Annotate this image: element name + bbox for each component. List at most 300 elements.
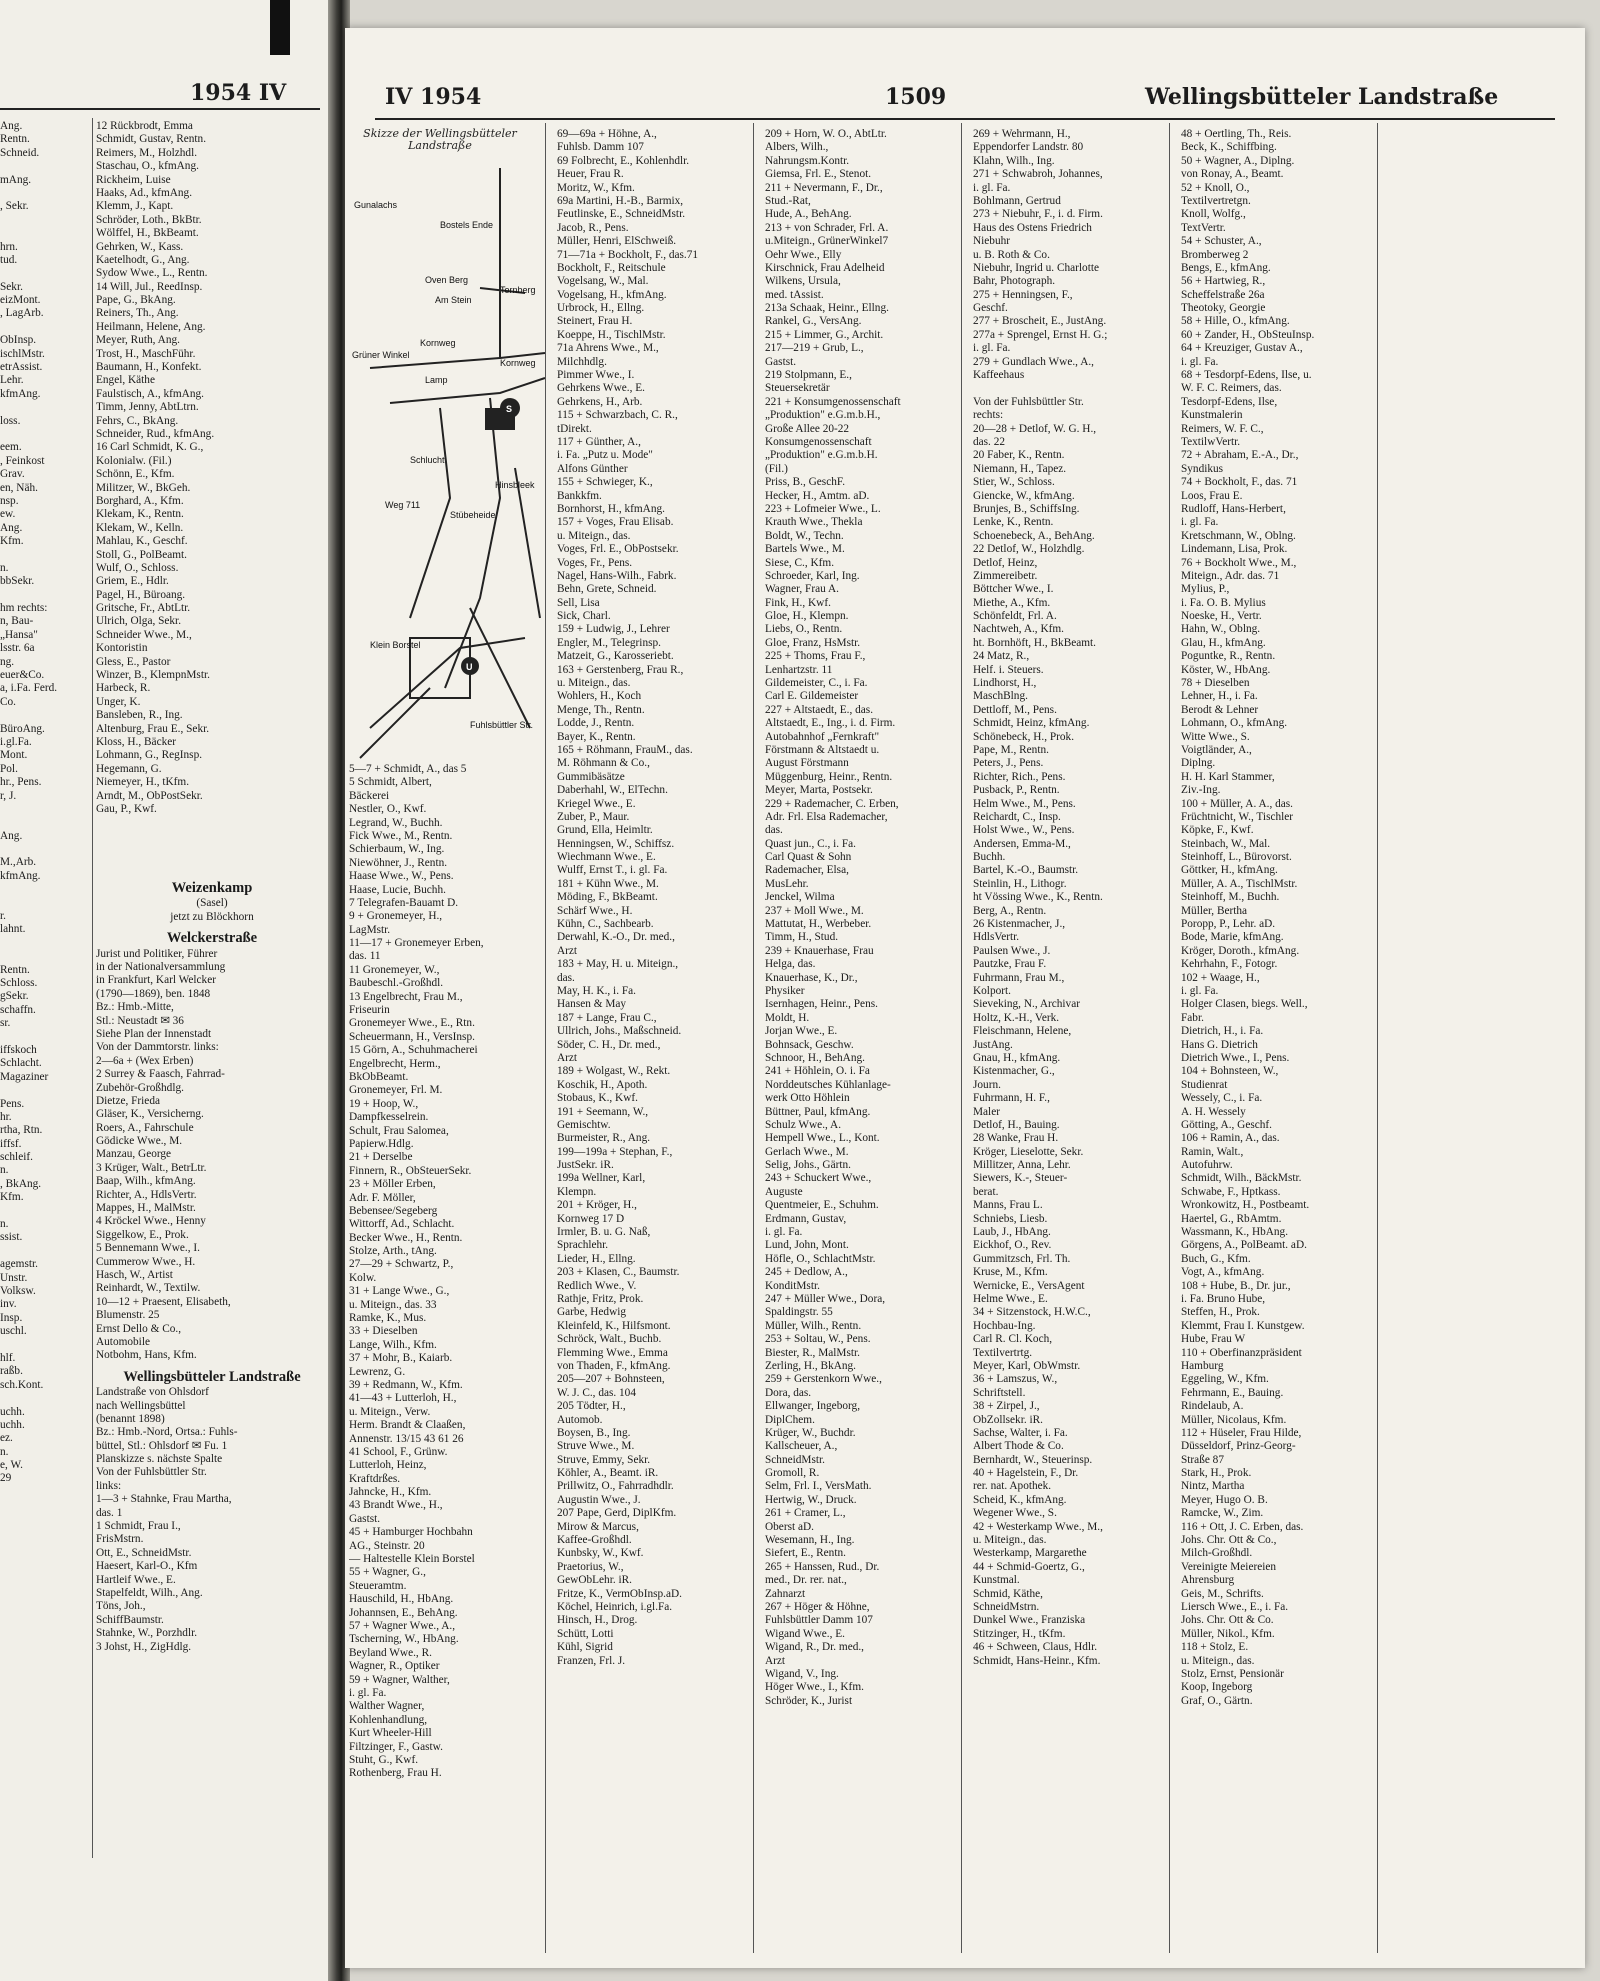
directory-entry: Redlich Wwe., V. [557,1279,637,1292]
entry-fragment: bbSekr. [0,575,35,588]
directory-entry: Vogt, A., kfmAng. [1181,1266,1265,1279]
directory-entry: SchneidMstrn. [973,1600,1040,1613]
entry-fragment: a, i.Fa. Ferd. [0,682,58,695]
directory-entry: Noeske, H., Vertr. [1181,610,1262,623]
directory-entry: Ramcke, W., Zim. [1181,1507,1264,1520]
directory-entry: Kolw. [349,1271,377,1284]
entry-fragment [0,816,88,829]
directory-entry: 69 Folbrecht, E., Kohlenhdlr. [557,154,690,167]
directory-entry: Maler [973,1105,1000,1118]
directory-entry: Boldt, W., Techn. [765,529,844,542]
directory-entry: Spaldingstr. 55 [765,1306,833,1319]
entry-fragment: iffsf. [0,1137,22,1150]
directory-entry: 165 + Röhmann, FrauM., das. [557,743,693,756]
directory-entry: Oehr Wwe., Elly [765,248,842,261]
directory-entry: Dunkel Wwe., Franziska [973,1614,1086,1627]
directory-entry: 1—3 + Stahnke, Frau Martha, [96,1493,232,1506]
directory-entry: 277a + Sprengel, Ernst H. G.; [973,328,1108,341]
directory-entry: Stud.-Rat, [765,194,811,207]
directory-entry: Loos, Frau E. [1181,489,1243,502]
directory-entry: Vogelsang, W., Mal. [557,275,649,288]
directory-entry: Matzeit, G., Karosseriebt. [557,650,674,663]
directory-entry: 279 + Gundlach Wwe., A., [973,355,1094,368]
directory-entry: Struve Wwe., M. [557,1440,635,1453]
directory-entry: Steffen, H., Prok. [1181,1306,1260,1319]
directory-entry: Kraftdrßes. [349,1472,401,1485]
directory-entry: Pusback, P., Rentn. [973,784,1060,797]
directory-entry: Fehrs, C., BkAng. [96,414,179,427]
directory-entry: Müller, A. A., TischlMstr. [1181,877,1298,890]
directory-entry: Engler, M., Telegrinsp. [557,636,661,649]
directory-entry: berat. [973,1185,999,1198]
entry-fragment: Insp. [0,1311,23,1324]
directory-entry: Gehrkens, H., Arb. [557,395,643,408]
directory-entry: Notbohm, Hans, Kfm. [96,1349,197,1362]
entry-fragment: Volksw. [0,1284,36,1297]
directory-entry: Knauerhase, K., Dr., [765,971,858,984]
directory-entry: Hegemann, G. [96,762,162,775]
directory-entry: 41—43 + Lutterloh, H., [349,1392,457,1405]
directory-entry: 117 + Günther, A., [557,435,641,448]
directory-entry: i. gl. Fa. [1181,516,1219,529]
directory-entry: Albers, Wilh., [765,141,829,154]
directory-entry: Böttcher Wwe., I. [973,583,1054,596]
directory-entry: 26 Kistenmacher, J., [973,918,1066,931]
directory-entry: Schneider, Rud., kfmAng. [96,427,215,440]
directory-entry: i. gl. Fa. [349,1686,387,1699]
street-map [350,168,550,768]
directory-entry: Schneider Wwe., M., [96,628,192,641]
map-rail [515,468,540,618]
directory-entry: Schriftstell. [973,1386,1026,1399]
directory-entry: u. Miteign., das. [973,1534,1047,1547]
directory-entry: Detlof, H., Bauing. [973,1118,1060,1131]
directory-entry: Rankel, G., VersAng. [765,315,862,328]
directory-entry: Wagner, Frau A. [765,583,839,596]
directory-entry: Helf. i. Steuers. [973,663,1044,676]
directory-entry: Oberst aD. [765,1520,814,1533]
directory-entry: A. H. Wessely [1181,1105,1246,1118]
directory-entry: Rathje, Fritz, Prok. [557,1292,644,1305]
directory-entry: 27—29 + Schwartz, P., [349,1258,454,1271]
directory-entry: Kriegel Wwe., E. [557,797,636,810]
directory-entry: Niebuhr, Ingrid u. Charlotte [973,261,1099,274]
directory-entry: Theotoky, Georgie [1181,302,1266,315]
directory-entry: i. Fa. Bruno Hube, [1181,1292,1266,1305]
entry-fragment: etrAssist. [0,361,43,374]
directory-entry: Rademacher, Elsa, [765,864,849,877]
directory-entry: May, H. K., i. Fa. [557,985,636,997]
directory-entry: Klekam, K., Rentn. [96,508,184,521]
directory-entry: Friseurin [349,1004,390,1017]
directory-entry: Eppendorfer Landstr. 80 [973,141,1084,154]
directory-entry: Förstmann & Altstaedt u. [765,743,880,756]
directory-entry: Köpke, F., Kwf. [1181,824,1254,837]
directory-entry: 20 Faber, K., Rentn. [973,449,1065,462]
entry-fragment [0,549,88,562]
directory-entry: Fritze, K., VermObInsp.aD. [557,1587,682,1600]
directory-entry: Niemeyer, H., tKfm. [96,776,190,789]
directory-entry: Sell, Lisa [557,596,600,609]
directory-entry: Henningsen, W., Schiffsz. [557,837,675,850]
directory-entry: Rickheim, Luise [96,173,171,186]
directory-entry: Voges, Frl. E., ObPostsekr. [557,543,679,556]
entry-fragment [0,937,88,950]
directory-entry: 213a Schaak, Heinr., Ellng. [765,302,889,315]
directory-entry: Schärf Wwe., H. [557,904,633,917]
directory-entry: Irmler, B. u. G. Naß, [557,1226,651,1239]
directory-entry: Milch-Großhdl. [1181,1547,1253,1560]
directory-entry: Hahn, W., Oblng. [1181,623,1261,636]
directory-entry: Selm, Frl. I., VersMath. [765,1480,872,1493]
directory-entry: AG., Steinstr. 20 [349,1539,425,1552]
directory-entry: 259 + Gerstenkorn Wwe., [765,1373,882,1386]
directory-entry: Buch, G., Kfm. [1181,1252,1251,1265]
directory-entry: 110 + Oberfinanzpräsident [1181,1346,1302,1359]
map-label: Bostels Ende [440,220,494,230]
entry-fragment: schleif. [0,1151,33,1164]
directory-entry: Bebensee/Segeberg [349,1204,438,1217]
entry-fragment: e, W. [0,1459,23,1472]
entry-fragment: , BkAng. [0,1177,42,1190]
directory-entry: — Haltestelle Klein Borstel [349,1553,475,1566]
entry-fragment: Sekr. [0,280,23,293]
column-divider [1169,123,1170,1953]
directory-entry: Ellwanger, Ingeborg, [765,1400,861,1413]
directory-entry: 52 + Knoll, O., [1181,181,1250,194]
directory-entry: 112 + Hüseler, Frau Hilde, [1181,1426,1302,1439]
directory-entry: Kurt Wheeler-Hill [349,1727,432,1740]
directory-entry: Cummerow Wwe., H. [96,1255,196,1268]
directory-entry: Engelbrecht, Herm., [349,1057,441,1070]
directory-entry: Fuhlsbüttler Damm 107 [765,1614,873,1627]
directory-entry: Burmeister, R., Ang. [557,1132,651,1145]
directory-entry: Autobahnhof „Fernkraft" [765,730,880,743]
directory-entry: 247 + Müller Wwe., Dora, [765,1292,886,1305]
directory-entry: Steueramtm. [349,1579,407,1592]
entry-fragment: n. [0,1218,9,1231]
directory-entry: Wessely, C., i. Fa. [1181,1092,1263,1105]
directory-entry: Kolport. [973,985,1011,997]
left-page [0,0,328,1981]
directory-entry: TextilwVertr. [1181,435,1241,448]
directory-entry: von Thaden, F., kfmAng. [557,1359,671,1372]
directory-entry: Bartel, K.-O., Baumstr. [973,864,1079,877]
map-label: Schlucht [410,455,445,465]
header-rule [0,108,320,110]
directory-entry: 221 + Konsumgenossenschaft [765,395,901,408]
directory-entry: Schönfeldt, Frl. A. [973,610,1057,623]
directory-entry: Arzt [765,1654,786,1667]
entry-fragment [0,160,88,173]
directory-entry: Schniebs, Liesb. [973,1212,1048,1225]
directory-entry: Müller, Henri, ElSchweiß. [557,235,677,248]
directory-entry: 72 + Abraham, E.-A., Dr., [1181,449,1299,462]
directory-entry: Jurist und Politiker, Führer [96,947,218,960]
entry-fragment: raßb. [0,1365,23,1378]
directory-entry: 3 Johst, H., ZigHdlg. [96,1640,192,1653]
directory-entry: Schoenebeck, A., BehAng. [973,529,1095,542]
right-running-head-title: Wellingsbütteler Landstraße [1145,84,1499,110]
directory-entry: 267 + Höger & Höhne, [765,1600,870,1613]
directory-entry: 7 Telegrafen-Bauamt D. [349,896,459,909]
directory-entry: Andersen, Emma-M., [973,837,1071,850]
directory-entry: Müller, Nicolaus, Kfm. [1181,1413,1287,1426]
directory-entry: Stier, W., Schloss. [973,476,1055,489]
directory-entry: GewObLehr. iR. [557,1574,632,1587]
directory-entry: Schulz Wwe., A. [765,1118,842,1131]
directory-entry: Götting, A., Geschf. [1181,1118,1272,1131]
column-divider [1377,123,1378,1953]
directory-entry: Hertwig, W., Druck. [765,1493,857,1506]
directory-entry: Fink, H., Kwf. [765,596,831,609]
directory-entry: Bankkfm. [557,489,602,502]
directory-entry: Kaffeehaus [973,369,1025,382]
directory-entry: Wesemann, H., Ing. [765,1534,855,1547]
entry-fragment: euer&Co. [0,669,45,682]
directory-entry: Dietrich, H., i. Fa. [1181,1025,1264,1038]
entry-fragment: uschl. [0,1325,27,1338]
directory-entry: 57 + Wagner Wwe., A., [349,1620,456,1632]
directory-entry: Stolz, Ernst, Pensionär [1181,1667,1284,1680]
entry-fragment: mAng. [0,173,32,186]
directory-entry: 2 Surrey & Faasch, Fahrrad- [96,1068,225,1081]
directory-entry: Bode, Marie, kfmAng. [1181,931,1284,944]
directory-entry: 211 + Nevermann, F., Dr., [765,181,883,194]
entry-fragment: inv. [0,1298,17,1311]
entry-fragment [0,1245,88,1258]
directory-entry: 271 + Schwabroh, Johannes, [973,168,1103,181]
entry-fragment: n. [0,1164,9,1177]
directory-entry: Jacob, R., Pens. [557,221,629,234]
directory-entry: BkObBeamt. [349,1070,409,1083]
directory-entry: Detlof, Heinz, [973,556,1038,569]
directory-entry: tDirekt. [557,422,592,435]
directory-entry: Köster, W., HbAng. [1181,663,1271,676]
directory-entry: Pape, G., BkAng. [96,294,176,307]
directory-entry: Hempell Wwe., L., Kont. [765,1132,880,1145]
directory-entry: Mattutat, H., Werbeber. [765,918,872,931]
directory-entry: u. Miteign., das. 33 [349,1298,437,1311]
directory-entry: Hasch, W., Artist [96,1268,173,1281]
directory-entry: Fabr. [1181,1011,1204,1024]
directory-entry: u. Miteign., Verw. [349,1405,431,1418]
entry-fragment: kfmAng. [0,387,41,400]
directory-entry: 199a Wellner, Karl, [557,1172,646,1185]
directory-entry: Schönebeck, H., Prok. [973,730,1075,743]
directory-entry: in der Nationalversammlung [96,960,226,973]
directory-entry: 54 + Schuster, A., [1181,235,1262,248]
directory-entry: Müggenburg, Heinr., Rentn. [765,770,893,783]
directory-entry: Paulsen Wwe., J. [973,944,1051,957]
directory-entry: Berg, A., Rentn. [973,904,1047,917]
directory-entry: Bengs, E., kfmAng. [1181,261,1271,274]
map-label: Stübeheide [450,510,496,520]
directory-entry: Lieder, H., Ellng. [557,1252,636,1265]
left-running-head: 1954 IV [190,80,287,106]
directory-entry: Tesdorpf-Edens, Ilse, [1181,395,1278,408]
directory-entry: Gildemeister, C., i. Fa. [765,677,868,690]
directory-entry: Köchel, Heinrich, i.gl.Fa. [557,1600,673,1613]
map-label: Lamp [425,375,448,385]
directory-entry: Ramke, K., Mus. [349,1312,427,1325]
directory-entry: Mylius, P., [1181,583,1230,596]
directory-entry: Holtz, K.-H., Verk. [973,1011,1060,1024]
directory-entry: 116 + Ott, J. C. Erben, das. [1181,1520,1304,1533]
entry-fragment [0,1084,88,1097]
directory-entry: Schmidt, Wilh., BäckMstr. [1181,1172,1302,1185]
directory-entry: Hamburg [1181,1359,1224,1372]
directory-entry: Zubehör-Großhdlg. [96,1081,184,1094]
directory-entry: Praetorius, W., [557,1560,624,1573]
entry-fragment: Schloss. [0,977,38,989]
entry-fragment: hrn. [0,240,18,253]
directory-entry: Kühn, C., Sachbearb. [557,918,654,931]
directory-entry: Milchhdlg. [557,355,607,368]
directory-entry: Kehrhahn, F., Fotogr. [1181,958,1278,971]
entry-fragment: Rentn. [0,133,30,146]
directory-entry: 273 + Niebuhr, F., i. d. Firm. [973,208,1103,221]
directory-entry: Siehe Plan der Innenstadt [96,1027,212,1040]
directory-entry: i. gl. Fa. [1181,355,1219,368]
directory-entry: W. F. C. Reimers, das. [1181,382,1282,395]
directory-entry: 261 + Cramer, L., [765,1507,846,1520]
entry-fragment [0,321,88,334]
directory-entry: 189 + Wolgast, W., Rekt. [557,1065,671,1078]
directory-entry: Altenburg, Frau E., Sekr. [96,722,210,735]
directory-entry: 20—28 + Detlof, W. G. H., [973,422,1097,435]
directory-entry: Giencke, W., kfmAng. [973,489,1075,502]
directory-entry: ht. Bornhöft, H., BkBeamt. [973,636,1097,649]
directory-entry: Kallscheuer, A., [765,1440,838,1453]
directory-entry: Biester, R., MalMstr. [765,1346,860,1359]
column-divider [961,123,962,1953]
directory-entry: Schwabe, F., Hptkass. [1181,1185,1281,1198]
entry-fragment: sr. [0,1017,11,1030]
directory-entry: Reimers, M., Holzhdl. [96,146,198,159]
directory-entry: 209 + Horn, W. O., AbtLtr. [765,128,887,140]
directory-entry: Liersch Wwe., E., i. Fa. [1181,1600,1289,1613]
entry-fragment: , Feinkost [0,454,45,467]
directory-entry: Schröder, Loth., BkBtr. [96,213,202,226]
directory-entry: Ulrich, Olga, Sekr. [96,615,182,628]
directory-entry: Sachse, Walter, i. Fa. [973,1426,1068,1439]
directory-entry: Sick, Charl. [557,610,611,623]
directory-entry: Bohlmann, Gertrud [973,194,1061,207]
entry-fragment [0,1205,88,1218]
directory-entry: Klekam, W., Kelln. [96,521,184,534]
directory-entry: Gummibäsätze [557,770,625,783]
directory-column-5 [1181,128,1375,1958]
directory-entry: Daberhahl, W., ElTechn. [557,784,668,797]
directory-entry: Schönn, E., Kfm. [96,468,175,481]
directory-entry: 59 + Wagner, Walther, [349,1673,450,1686]
entry-fragment: hr., Pens. [0,776,42,789]
directory-entry: Prillwitz, O., Fahrradhdlr. [557,1480,674,1493]
directory-entry: med., Dr. rer. nat., [765,1574,847,1587]
directory-entry: Schroeder, Karl, Ing. [765,569,860,582]
entry-fragment: agemstr. [0,1258,38,1271]
directory-entry: Bahr, Photograph. [973,275,1056,288]
directory-entry: Engel, Käthe [96,374,155,387]
directory-entry: Hube, Frau W [1181,1333,1246,1346]
directory-entry: Gau, P., Kwf. [96,802,157,815]
map-label: Gunalachs [354,200,398,210]
directory-entry: Jorjan Wwe., E. [765,1025,838,1038]
directory-entry: Stoll, G., PolBeamt. [96,548,188,561]
directory-entry: Knoll, Wolfg., [1181,208,1246,221]
directory-entry: Witte Wwe., S. [1181,730,1250,743]
directory-entry: Rudloff, Hans-Herbert, [1181,502,1286,515]
directory-entry: Fuhrmann, Frau M., [973,971,1065,984]
directory-entry: Töns, Joh., [96,1600,146,1613]
directory-entry: Beck, K., Schiffbing. [1181,141,1277,154]
directory-entry: Kohlenhandlung, [349,1713,428,1726]
directory-entry: Schmidt, Hans-Heinr., Kfm. [973,1654,1101,1667]
entry-fragment: „Hansa" [0,628,38,641]
directory-entry: Grund, Ella, Heimltr. [557,824,653,837]
directory-entry: Erdmann, Gustav, [765,1212,847,1225]
directory-entry: 13 Engelbrecht, Frau M., [349,990,463,1003]
directory-entry: Miethe, A., Kfm. [973,596,1051,609]
directory-entry: Wölffel, H., BkBeamt. [96,227,199,240]
entry-fragment: i.gl.Fa. [0,735,32,748]
directory-entry: Pautzke, Frau F. [973,958,1047,971]
directory-entry: Richter, A., HdlsVertr. [96,1188,197,1201]
entry-fragment: r. [0,910,6,923]
directory-entry: Lohmann, G., RegInsp. [96,749,203,762]
directory-entry: 108 + Hube, B., Dr. jur., [1181,1279,1291,1292]
right-page [345,28,1585,1968]
directory-entry: 205 Tödter, H., [557,1400,626,1413]
directory-entry: Ott, E., SchneidMstr. [96,1546,192,1559]
directory-entry: Hans G. Dietrich [1181,1038,1258,1051]
directory-entry: 199—199a + Stephan, F., [557,1145,673,1158]
directory-entry: Physiker [765,985,805,997]
directory-entry: Koeppe, H., TischlMstr. [557,328,666,341]
directory-entry: 69a Martini, H.-B., Barmix, [557,194,684,207]
entry-fragment: Ang. [0,120,23,132]
entry-fragment: r, J. [0,789,17,802]
directory-entry: Gödicke Wwe., M. [96,1135,183,1148]
map-label: Am Stein [435,295,472,305]
directory-entry: 155 + Schwieger, K., [557,476,653,489]
directory-entry: Bz.: Hmb.-Mitte, [96,1001,174,1014]
directory-entry: Steinert, Frau H. [557,315,633,328]
directory-entry: 3 Krüger, Walt., BetrLtr. [96,1161,207,1174]
directory-entry: ht Vössing Wwe., K., Rentn. [973,891,1103,904]
entry-fragment: Kfm. [0,1191,24,1204]
entry-fragment: Magaziner [0,1070,49,1083]
directory-entry: 21 + Derselbe [349,1151,413,1164]
directory-entry: i. gl. Fa. [973,342,1011,355]
directory-entry: Timm, Jenny, AbtLtrn. [96,401,199,414]
directory-entry: Wulf, O., Schloss. [96,561,179,574]
directory-entry: Manzau, George [96,1148,172,1161]
directory-entry: Gloe, Franz, HsMstr. [765,636,861,649]
directory-entry: Bernhardt, W., Steuerinsp. [973,1453,1093,1466]
directory-entry: Holger Clasen, biegs. Well., [1181,998,1308,1011]
directory-entry: Schütt, Lotti [557,1627,614,1640]
directory-entry: 4 Kröckel Wwe., Henny [96,1215,206,1228]
directory-entry: Gronemeyer, Frl. M. [349,1084,443,1097]
entry-fragment [0,950,88,963]
directory-entry: 40 + Hagelstein, F., Dr. [973,1467,1079,1480]
directory-entry: Ullrich, Johs., Maßschneid. [557,1025,682,1038]
directory-entry: Kolonialw. (Fil.) [96,454,172,467]
directory-entry [973,382,1167,395]
directory-entry: Haaks, Ad., kfmAng. [96,186,193,199]
